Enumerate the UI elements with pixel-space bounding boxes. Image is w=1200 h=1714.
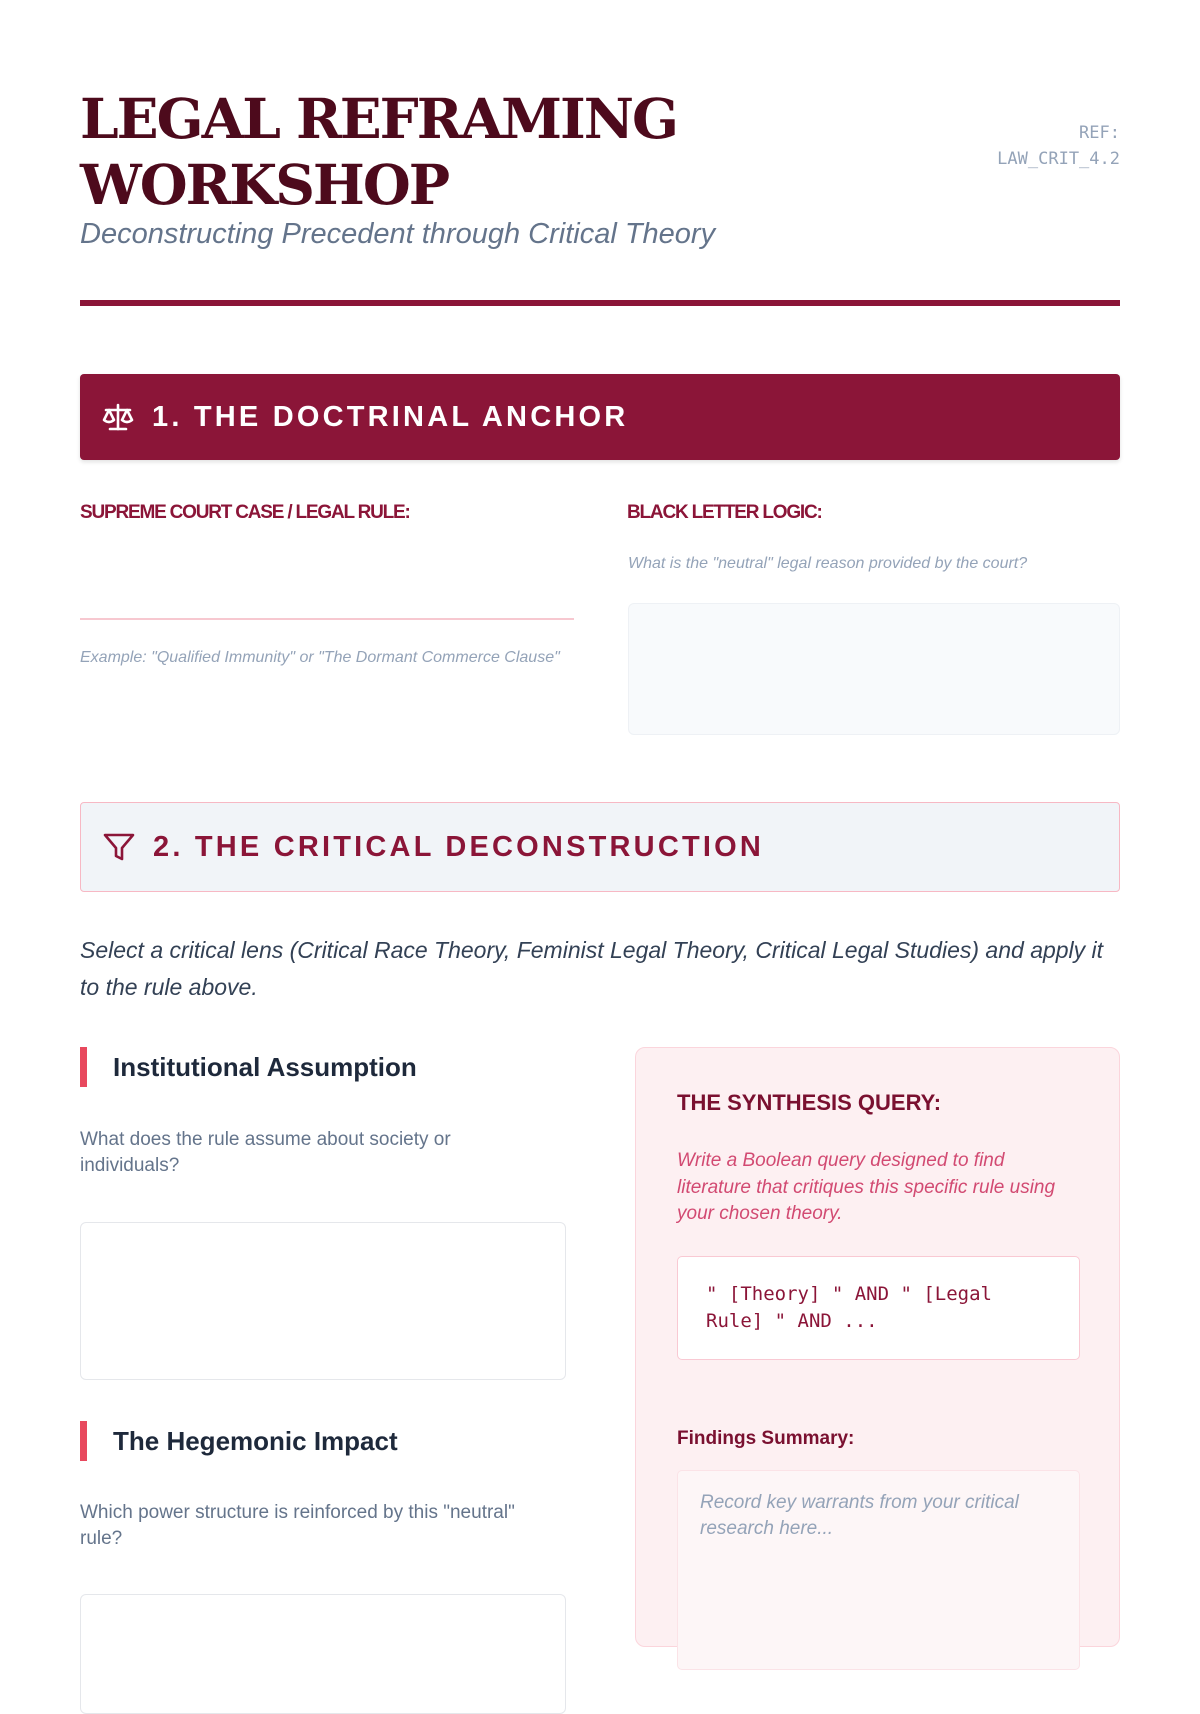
lens-instructions: Select a critical lens (Critical Race Theory, Feminist Legal Theory, Critical Legal Studies) and apply it to the rule above. xyxy=(80,937,1104,1000)
synthesis-panel xyxy=(635,1047,1120,1647)
impact-question: Which power structure is reinforced by this "neutral" rule? xyxy=(80,1502,515,1549)
case-example-hint: Example: "Qualified Immunity" or "The Dormant Commerce Clause" xyxy=(80,649,560,666)
section-critical-deconstruction-header xyxy=(80,802,1120,892)
scales-icon xyxy=(100,399,136,435)
assumption-input-box[interactable] xyxy=(80,1222,566,1380)
logic-field-label: BLACK LETTER LOGIC: xyxy=(627,502,822,523)
page-title: LEGAL REFRAMING WORKSHOP xyxy=(80,86,677,217)
findings-label: Findings Summary: xyxy=(677,1428,855,1449)
case-field-label: SUPREME COURT CASE / LEGAL RULE: xyxy=(80,502,410,523)
impact-heading: The Hegemonic Impact xyxy=(80,1421,398,1461)
synthesis-title: THE SYNTHESIS QUERY: xyxy=(677,1090,942,1115)
section-1-heading: 1. THE DOCTRINAL ANCHOR xyxy=(152,400,629,433)
query-template-box[interactable]: " [Theory] " AND " [Legal Rule] " AND ... xyxy=(677,1256,1080,1360)
reference-code xyxy=(997,120,1120,172)
logic-hint: What is the "neutral" legal reason provided by the court? xyxy=(628,555,1028,572)
worksheet-page xyxy=(80,0,1120,1600)
findings-input-box[interactable]: Record key warrants from your critical research here... xyxy=(677,1470,1080,1670)
filter-icon xyxy=(101,829,137,865)
page-subtitle: Deconstructing Precedent through Critical Theory xyxy=(80,218,716,250)
ref-label: REF: xyxy=(1079,123,1120,143)
assumption-heading: Institutional Assumption xyxy=(80,1047,417,1087)
assumption-question: What does the rule assume about society or individuals? xyxy=(80,1129,451,1176)
logic-input-box[interactable] xyxy=(628,603,1120,735)
section-2-heading: 2. THE CRITICAL DECONSTRUCTION xyxy=(153,830,765,863)
case-input-line[interactable] xyxy=(80,618,574,620)
impact-input-box[interactable] xyxy=(80,1594,566,1714)
title-divider xyxy=(80,300,1120,306)
synthesis-hint: Write a Boolean query designed to find literature that critiques this specific rule using your chosen theory. xyxy=(677,1150,1056,1224)
ref-value: LAW_CRIT_4.2 xyxy=(997,149,1120,169)
section-doctrinal-anchor-header xyxy=(80,374,1120,460)
